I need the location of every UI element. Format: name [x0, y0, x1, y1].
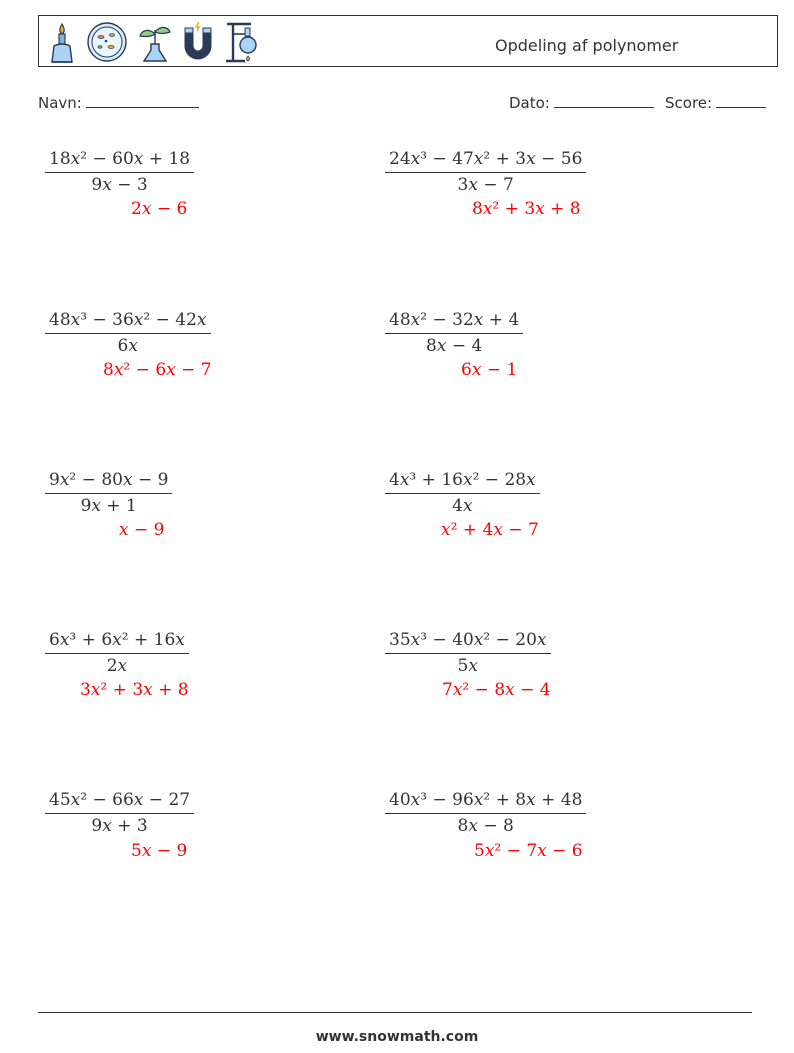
- fraction: [45, 148, 194, 196]
- fraction: [385, 148, 586, 196]
- worksheet-title: Opdeling af polynomer: [495, 36, 679, 55]
- numerator: 40x³ − 96x² + 8x + 48: [385, 789, 586, 814]
- header-box: [38, 15, 778, 67]
- answer-1: 2x − 6: [131, 199, 188, 219]
- answer-7: 3x² + 3x + 8: [80, 680, 189, 700]
- date-blank[interactable]: [554, 93, 654, 108]
- fraction: [385, 629, 551, 677]
- problem-2: [385, 148, 586, 196]
- answer-5: x − 9: [119, 520, 165, 540]
- numerator: 6x³ + 6x² + 16x: [45, 629, 189, 654]
- numerator: 9x² − 80x − 9: [45, 469, 172, 494]
- numerator: 48x³ − 36x² − 42x: [45, 309, 211, 334]
- numerator: 4x³ + 16x² − 28x: [385, 469, 540, 494]
- answer-9: 5x − 9: [131, 841, 188, 861]
- fraction: [385, 469, 540, 517]
- answer-4: 6x − 1: [461, 360, 518, 380]
- footer-url[interactable]: www.snowmath.com: [315, 1029, 479, 1045]
- problem-9: [45, 789, 194, 837]
- answer-3: 8x² − 6x − 7: [103, 360, 212, 380]
- name-label: Navn:: [38, 94, 82, 112]
- fraction: [45, 469, 172, 517]
- denominator: 8x − 4: [425, 336, 483, 356]
- score-blank[interactable]: [716, 93, 766, 108]
- name-field: [38, 93, 199, 112]
- problem-10: [385, 789, 586, 837]
- footer-divider: [38, 1012, 752, 1013]
- fraction: [45, 789, 194, 837]
- denominator: 2x: [106, 656, 128, 676]
- denominator: 3x − 7: [457, 175, 514, 195]
- problem-6: [385, 469, 540, 517]
- answer-10: 5x² − 7x − 6: [474, 841, 583, 861]
- name-blank[interactable]: [86, 93, 199, 108]
- fraction: [45, 629, 189, 677]
- denominator: 9x − 3: [91, 175, 148, 195]
- icon-row: [47, 20, 259, 64]
- magnet-icon: [181, 20, 215, 64]
- fraction: [385, 309, 523, 357]
- date-field: [509, 93, 654, 112]
- plant-flask-icon: [137, 20, 173, 64]
- date-label: Dato:: [509, 94, 550, 112]
- retort-stand-icon: [223, 20, 259, 64]
- problem-1: [45, 148, 194, 196]
- numerator: 24x³ − 47x² + 3x − 56: [385, 148, 586, 173]
- problem-3: [45, 309, 211, 357]
- problem-7: [45, 629, 189, 677]
- fraction: [385, 789, 586, 837]
- denominator: 9x + 1: [80, 496, 137, 516]
- score-field: [665, 93, 766, 112]
- numerator: 18x² − 60x + 18: [45, 148, 194, 173]
- problem-8: [385, 629, 551, 677]
- denominator: 5x: [457, 656, 478, 676]
- problem-5: [45, 469, 172, 517]
- fraction: [45, 309, 211, 357]
- answer-2: 8x² + 3x + 8: [472, 199, 581, 219]
- denominator: 9x + 3: [91, 816, 148, 836]
- score-label: Score:: [665, 94, 713, 112]
- bunsen-burner-icon: [47, 20, 77, 64]
- denominator: 8x − 8: [457, 816, 514, 836]
- answer-6: x² + 4x − 7: [441, 520, 539, 540]
- answer-8: 7x² − 8x − 4: [442, 680, 551, 700]
- numerator: 45x² − 66x − 27: [45, 789, 194, 814]
- numerator: 48x² − 32x + 4: [385, 309, 523, 334]
- denominator: 4x: [452, 496, 473, 516]
- numerator: 35x³ − 40x² − 20x: [385, 629, 551, 654]
- denominator: 6x: [117, 336, 138, 356]
- problem-4: [385, 309, 523, 357]
- petri-dish-icon: [85, 20, 129, 64]
